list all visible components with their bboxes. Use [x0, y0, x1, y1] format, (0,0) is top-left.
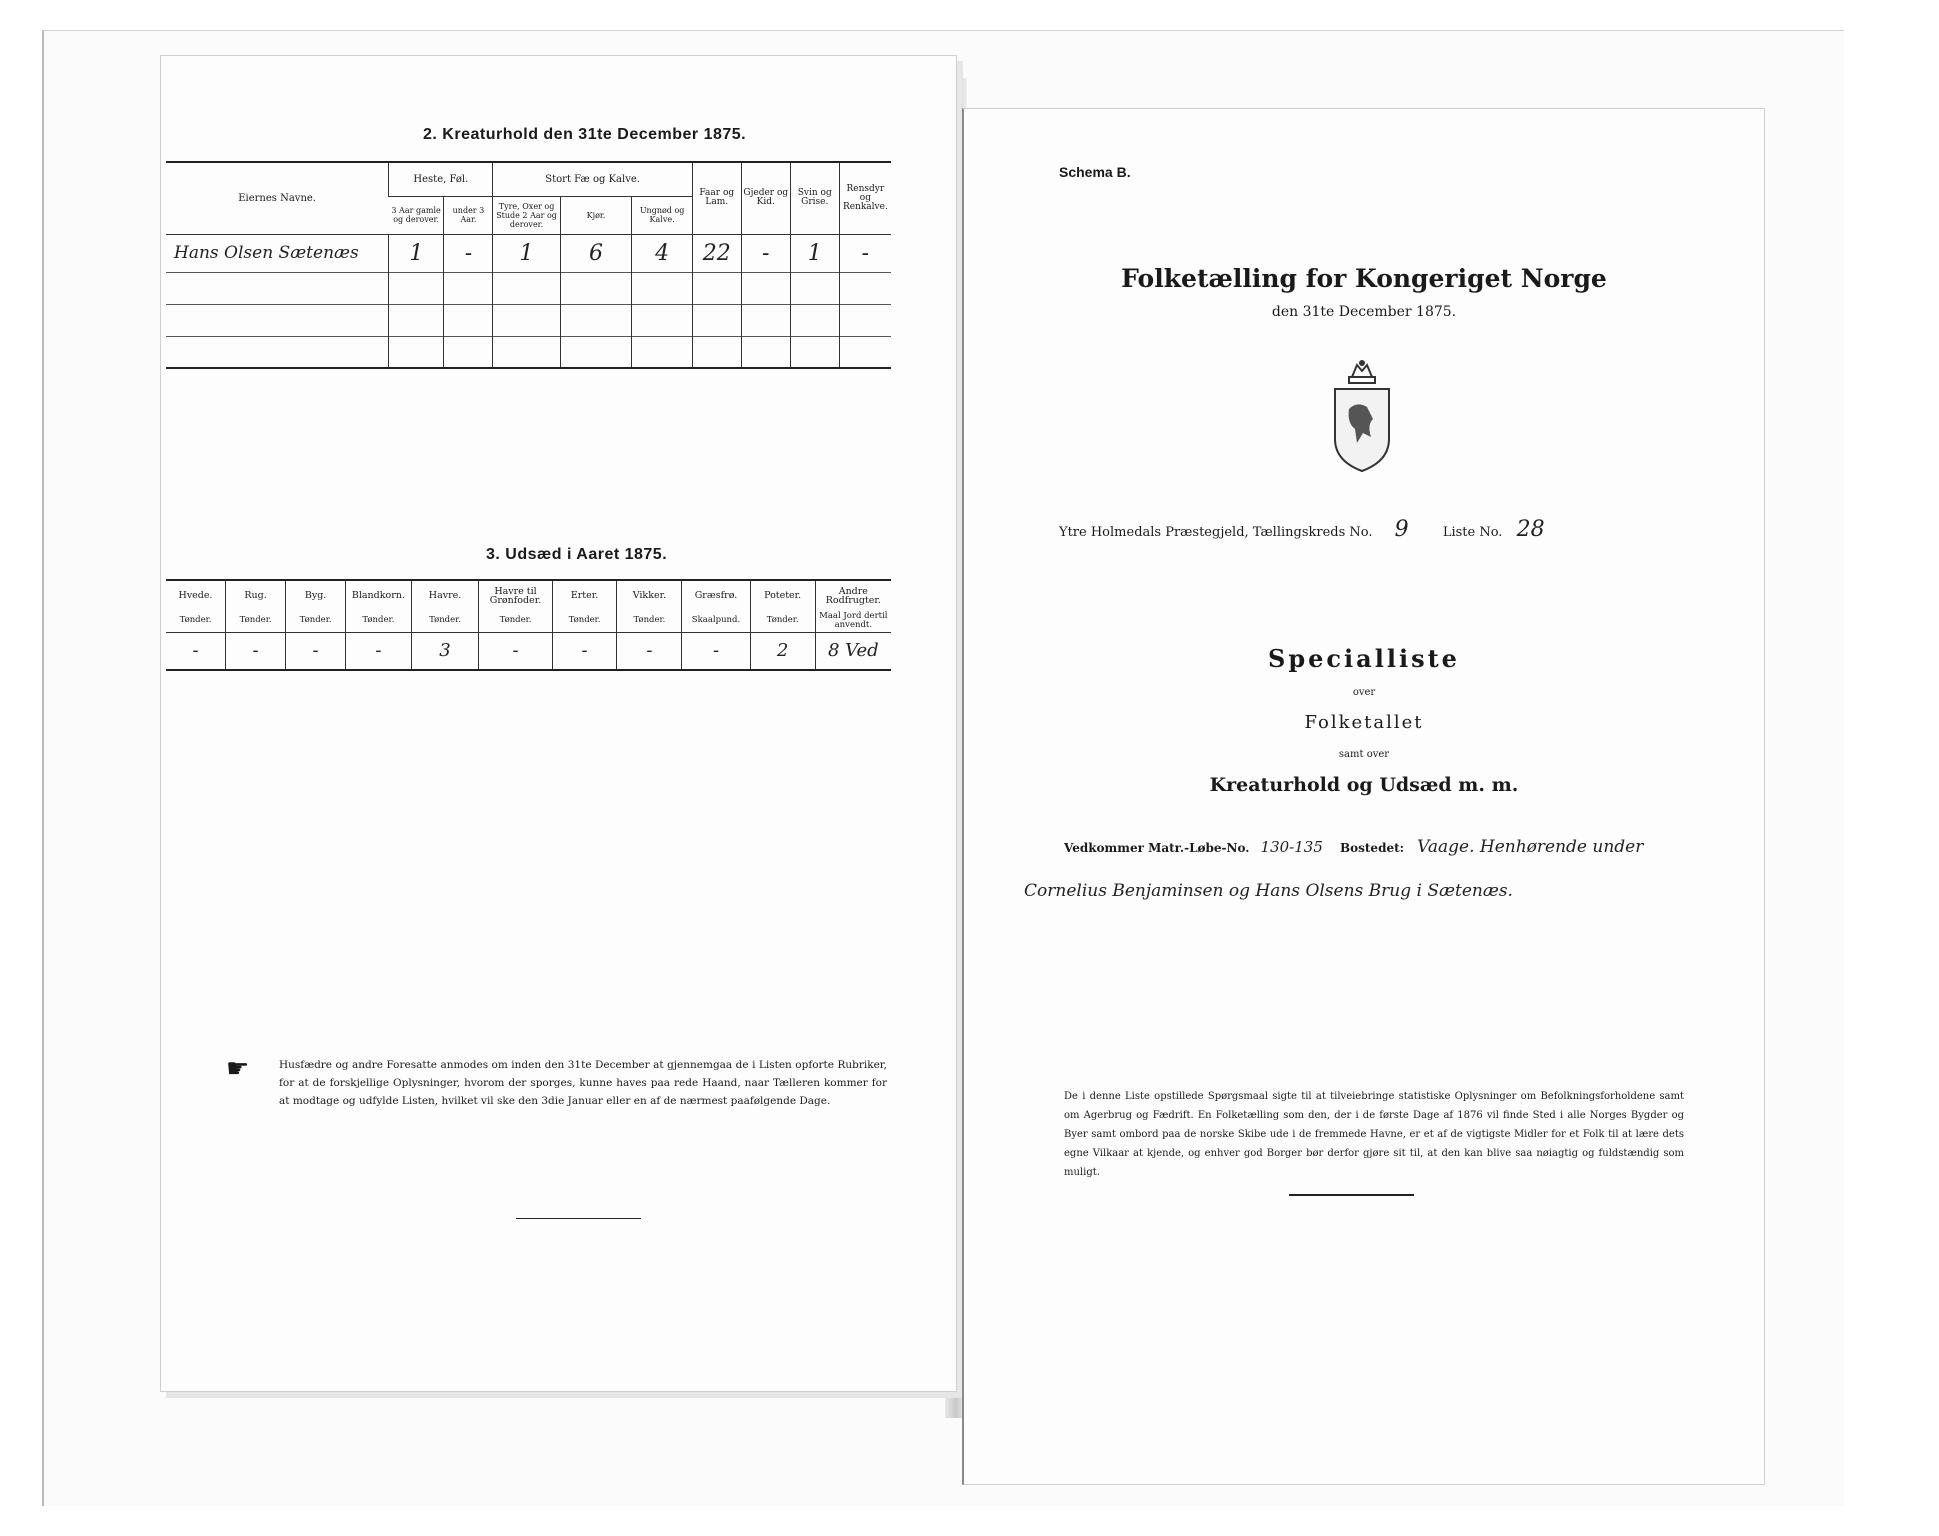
owner-name-header: Eiernes Navne. — [238, 192, 316, 204]
heste-young-header: under 3 Aar. — [444, 196, 493, 234]
bostedet-value-1: Vaage. Henhørende under — [1417, 837, 1644, 857]
sowing-unit: Tønder. — [286, 610, 346, 632]
svin-cell: 1 — [790, 234, 839, 272]
footer-note: De i denne Liste opstillede Spørgsmaal sigte til at tilveiebringe statistiske Oplysninger om Befolkningsforholdene samt om Agerbrug og Fædrift. En Folketælling som den, der i de første Dage af 1876 vil finde Sted i alle Norges Bygder og Byer samt ombord paa de norske Skibe ude i de fremmede Havne, er et af de vigtigste Midler for et Folk til at lære dets egne Vilkaar at kjende, og enhver god Borger bør derfor gjøre sit til, at den kan blive saa nøiagtig og fuldstændig som muligt. — [1064, 1091, 1684, 1178]
heste-old-header: 3 Aar gamle og derover. — [391, 206, 441, 224]
kjor-cell: 6 — [560, 234, 632, 272]
sowing-header: Byg. — [286, 580, 346, 610]
sowing-header: Blandkorn. — [346, 580, 412, 610]
sowing-value: - — [617, 632, 682, 670]
table-row — [166, 580, 891, 610]
table-row — [166, 234, 891, 272]
matr-line — [1064, 837, 1643, 857]
sowing-unit: Tønder. — [552, 610, 617, 632]
sowing-header: Poteter. — [750, 580, 815, 610]
matr-label: Vedkommer Matr.-Løbe-No. — [1064, 841, 1250, 855]
heste-group-header: Heste, Føl. — [389, 162, 493, 196]
samt-over-text: samt over — [1338, 749, 1390, 760]
right-page — [962, 108, 1765, 1485]
prestegjeld-line — [1059, 517, 1545, 542]
sowing-unit: Skaalpund. — [682, 610, 750, 632]
rensdyr-cell: - — [839, 234, 891, 272]
sowing-unit: Tønder. — [411, 610, 479, 632]
schema-label: Schema B. — [1059, 164, 1131, 180]
gjeder-cell: - — [741, 234, 790, 272]
sowing-value: 2 — [750, 632, 815, 670]
section2-title: 2. Kreaturhold den 31te December 1875. — [423, 126, 747, 143]
livestock-table — [166, 161, 891, 369]
liste-label: Liste No. — [1442, 525, 1503, 540]
owner-name-cell: Hans Olsen Sætenæs — [174, 243, 359, 263]
rensdyr-header: Rensdyr og Renkalve. — [839, 162, 891, 234]
faar-cell: 22 — [692, 234, 741, 272]
sowing-value: - — [192, 640, 199, 662]
sowing-unit: Tønder. — [226, 610, 286, 632]
sowing-header: Rug. — [226, 580, 286, 610]
kjor-header: Kjør. — [560, 196, 632, 234]
ungnod-cell: 4 — [632, 234, 692, 272]
tyre-header: Tyre, Oxer og Stude 2 Aar og derover. — [493, 196, 560, 234]
table-row — [166, 336, 891, 368]
bostedet-label: Bostedet: — [1339, 841, 1405, 855]
section3-title: 3. Udsæd i Aaret 1875. — [486, 546, 668, 563]
stortfae-group-header: Stort Fæ og Kalve. — [493, 162, 692, 196]
divider — [1289, 1194, 1414, 1196]
sowing-unit: Tønder. — [346, 610, 412, 632]
sowing-value: - — [226, 632, 286, 670]
kreds-number: 9 — [1394, 517, 1409, 542]
specialliste-heading: Specialliste — [1268, 644, 1460, 673]
sowing-value: - — [286, 632, 346, 670]
heste-young-cell: - — [444, 234, 493, 272]
sowing-header: Andre Rodfrugter. — [815, 580, 891, 610]
census-title: Folketælling for Kongeriget Norge — [1121, 264, 1607, 293]
sowing-unit: Tønder. — [617, 610, 682, 632]
over-text: over — [1352, 687, 1376, 698]
liste-number: 28 — [1516, 517, 1545, 542]
sowing-unit: Maal Jord dertil anvendt. — [815, 610, 891, 632]
sowing-value: 3 — [411, 632, 479, 670]
heste-old-cell: 1 — [389, 234, 444, 272]
instruction-note: Husfædre og andre Foresatte anmodes om inden den 31te December at gjennemgaa de i Listen opforte Rubriker, for at de forskjellige Oplysninger, hvorom der sporges, kunne haves paa rede Haand, naar Tælleren kommer for at modtage og udfylde Listen, hvilket vil ske den 3die Januar eller en af de nærmest paafølgende Dage. — [279, 1059, 887, 1107]
table-row — [166, 304, 891, 336]
sowing-header: Havre. — [411, 580, 479, 610]
sowing-value: - — [479, 632, 552, 670]
pointing-hand-icon: ☛ — [226, 1054, 250, 1084]
svin-header: Svin og Grise. — [790, 162, 839, 234]
sowing-value: - — [346, 632, 412, 670]
tyre-cell: 1 — [493, 234, 560, 272]
table-row — [166, 632, 891, 670]
faar-header: Faar og Lam. — [692, 162, 741, 234]
sowing-header: Græsfrø. — [682, 580, 750, 610]
table-row — [166, 272, 891, 304]
gjeder-header: Gjeder og Kid. — [741, 162, 790, 234]
sowing-value: - — [552, 632, 617, 670]
sowing-value: - — [682, 632, 750, 670]
sowing-header: Havre til Grønfoder. — [479, 580, 552, 610]
sowing-header: Hvede. — [178, 590, 213, 601]
left-page — [160, 55, 957, 1392]
sowing-value: 8 Ved — [815, 632, 891, 670]
folketallet-heading: Folketallet — [1304, 712, 1424, 733]
sowing-table — [166, 579, 891, 671]
bostedet-value-2: Cornelius Benjaminsen og Hans Olsens Brug i Sætenæs. — [1024, 881, 1513, 901]
matr-number: 130-135 — [1260, 838, 1323, 856]
prestegjeld-label: Ytre Holmedals Præstegjeld, Tællingskreds No. — [1059, 525, 1373, 540]
sowing-unit: Tønder. — [750, 610, 815, 632]
ungnod-header: Ungnød og Kalve. — [632, 196, 692, 234]
sowing-header: Erter. — [552, 580, 617, 610]
sowing-unit: Tønder. — [179, 615, 212, 626]
divider — [516, 1218, 641, 1219]
census-date: den 31te December 1875. — [1271, 304, 1457, 320]
sowing-header: Vikker. — [617, 580, 682, 610]
sowing-unit: Tønder. — [479, 610, 552, 632]
kreaturhold-heading: Kreaturhold og Udsæd m. m. — [1209, 774, 1519, 796]
table-row — [166, 610, 891, 632]
norway-coat-of-arms-icon — [1327, 359, 1397, 474]
